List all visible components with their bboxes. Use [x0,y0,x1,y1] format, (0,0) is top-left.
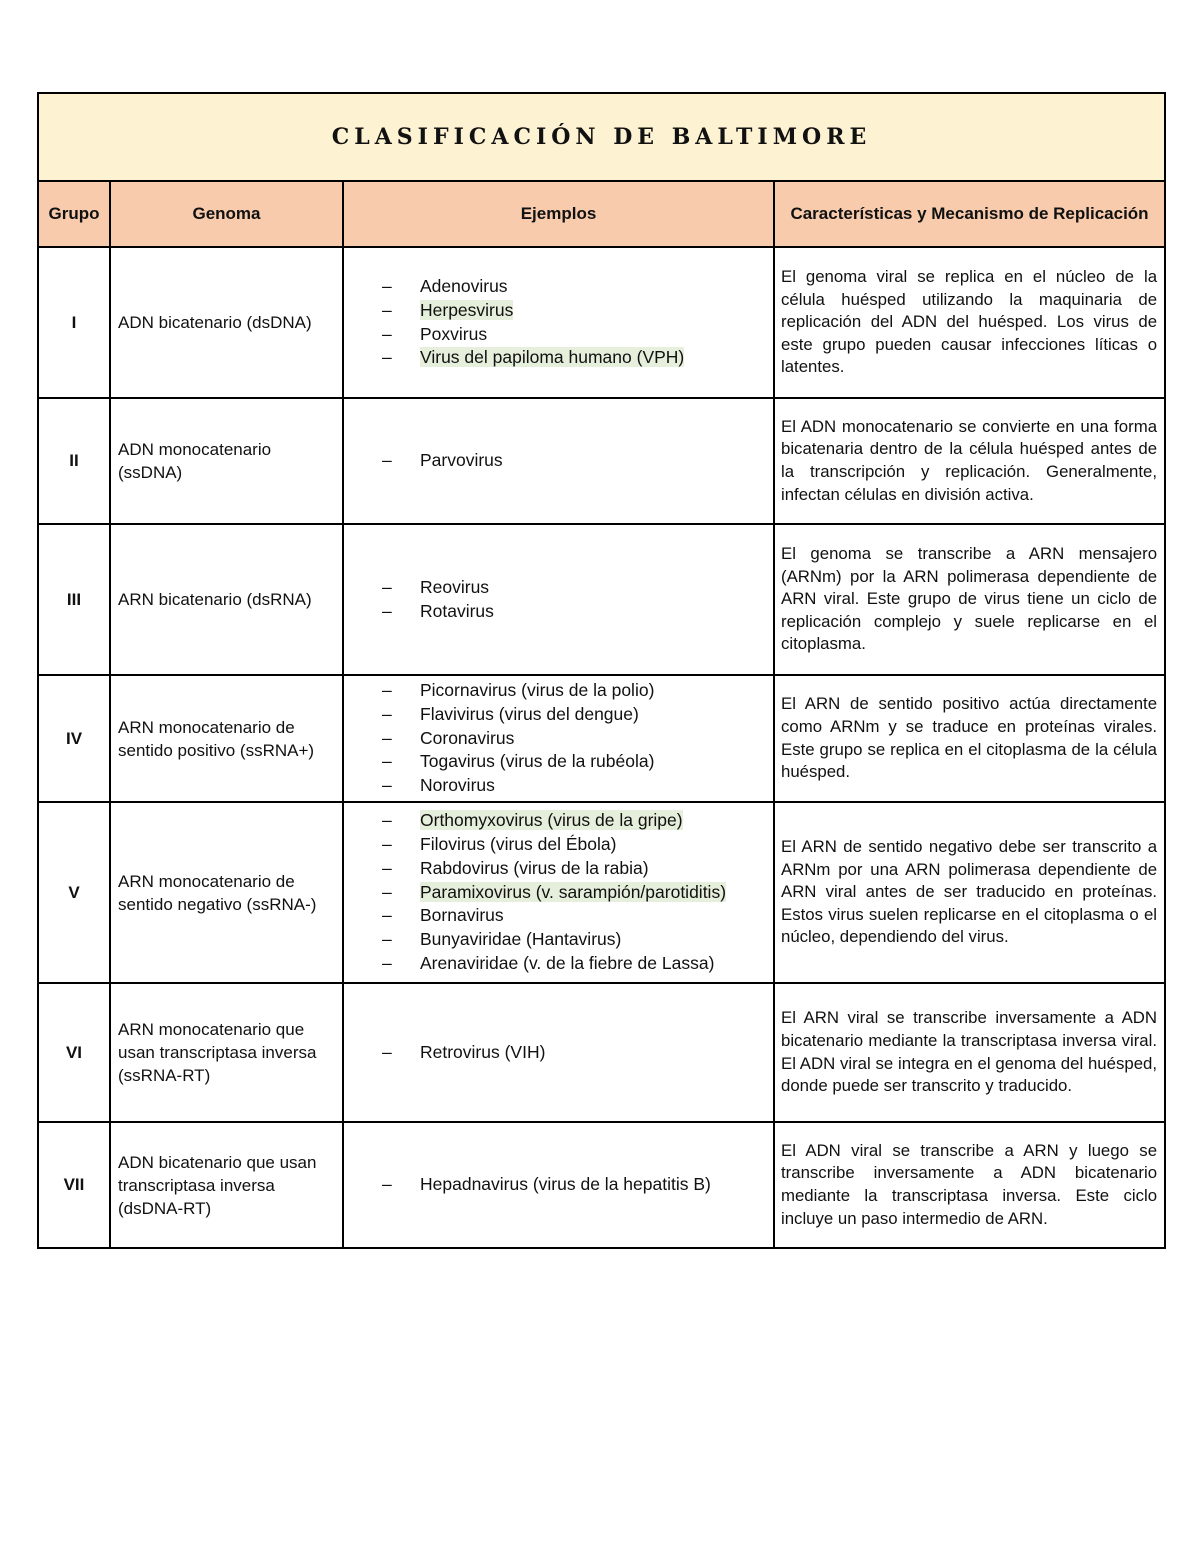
list-item [382,346,773,370]
table-body [38,247,1165,1248]
ejemplo-text: Herpesvirus [420,299,514,320]
dash-bullet: – [382,929,392,950]
descripcion-cell: El ADN monocatenario se convierte en una forma bicatenaria dentro de la célula huésped antes de la transcripción y replicación. Generalmente, infectan células en división activa. [774,398,1165,524]
dash-bullet: – [382,1174,392,1195]
dash-bullet: – [382,905,392,926]
list-item [382,750,773,774]
ejemplos-list [344,1041,773,1065]
list-item [382,299,773,323]
descripcion-cell: El genoma viral se replica en el núcleo de la célula huésped utilizando la maquinaria de replicación del ADN del huésped. Los virus de este grupo pueden causar infecciones líticas o latentes. [774,247,1165,398]
list-item [382,727,773,751]
ejemplos-cell [343,398,774,524]
ejemplo-text: Paramixovirus (v. sarampión/parotiditis) [420,881,727,902]
list-item [382,774,773,798]
list-item [382,323,773,347]
grupo-cell: I [38,247,110,398]
dash-bullet: – [382,680,392,700]
ejemplo-text: Adenovirus [420,275,508,296]
ejemplos-list [344,576,773,624]
list-item [382,809,773,833]
list-item [382,904,773,928]
descripcion-cell: El ARN de sentido negativo debe ser transcrito a ARNm por una ARN polimerasa dependiente de ARN viral antes de ser traducido en proteínas. Estos virus suelen replicarse en el citoplasma o el núcleo, dependiendo del virus. [774,802,1165,983]
dash-bullet: – [382,275,392,296]
descripcion-cell: El ARN de sentido positivo actúa directamente como ARNm y se traduce en proteínas virales. Este grupo se replica en el citoplasma de la célula huésped. [774,675,1165,802]
ejemplo-text: Coronavirus [420,727,515,748]
ejemplo-text: Rabdovirus (virus de la rabia) [420,857,649,878]
ejemplo-text: Retrovirus (VIH) [420,1041,546,1062]
list-item [382,600,773,624]
genoma-cell: ARN bicatenario (dsRNA) [110,524,343,675]
ejemplo-text: Filovirus (virus del Ébola) [420,834,617,854]
ejemplo-text: Virus del papiloma humano (VPH) [420,347,685,368]
grupo-cell: VI [38,983,110,1122]
list-item [382,833,773,857]
table-row [38,247,1165,398]
descripcion-cell: El ARN viral se transcribe inversamente a ADN bicatenario mediante la transcriptasa inversa viral. El ADN viral se integra en el genoma del huésped, donde puede ser transcrito y traducido. [774,983,1165,1122]
table-row [38,802,1165,983]
ejemplos-cell [343,802,774,983]
header-genoma: Genoma [110,181,343,247]
table-row [38,524,1165,675]
header-ejemplos: Ejemplos [343,181,774,247]
genoma-cell: ADN bicatenario (dsDNA) [110,247,343,398]
ejemplo-text: Flavivirus (virus del dengue) [420,703,639,724]
ejemplos-list [344,809,773,976]
list-item [382,275,773,299]
ejemplos-cell [343,1122,774,1248]
dash-bullet: – [382,347,392,368]
descripcion-cell: El genoma se transcribe a ARN mensajero (ARNm) por la ARN polimerasa dependiente de ARN viral. Este grupo de virus tiene un ciclo de replicación complejo y suele replicarse en el citoplasma. [774,524,1165,675]
list-item [382,952,773,976]
list-item [382,881,773,905]
list-item [382,703,773,727]
genoma-cell: ARN monocatenario que usan transcriptasa inversa (ssRNA-RT) [110,983,343,1122]
baltimore-table [37,92,1166,1249]
list-item [382,1173,773,1197]
ejemplo-text: Bornavirus [420,905,504,926]
dash-bullet: – [382,703,392,724]
grupo-cell: II [38,398,110,524]
ejemplos-list [344,275,773,370]
dash-bullet: – [382,834,392,854]
dash-bullet: – [382,323,392,344]
title-row [38,93,1165,181]
ejemplos-list [344,679,773,798]
dash-bullet: – [382,1041,392,1062]
header-caracteristicas: Características y Mecanismo de Replicación [774,181,1165,247]
ejemplo-text: Orthomyxovirus (virus de la gripe) [420,810,683,831]
dash-bullet: – [382,600,392,621]
list-item [382,857,773,881]
grupo-cell: IV [38,675,110,802]
list-item [382,679,773,703]
genoma-cell: ARN monocatenario de sentido positivo (ssRNA+) [110,675,343,802]
list-item [382,1041,773,1065]
ejemplo-text: Rotavirus [420,600,494,621]
list-item [382,576,773,600]
ejemplo-text: Reovirus [420,576,490,597]
ejemplos-list [344,1173,773,1197]
list-item [382,928,773,952]
ejemplo-text: Poxvirus [420,323,488,344]
table-row [38,398,1165,524]
ejemplo-text: Hepadnavirus (virus de la hepatitis B) [420,1174,711,1195]
table-title: CLASIFICACIÓN DE BALTIMORE [38,93,1165,181]
header-row [38,181,1165,247]
dash-bullet: – [382,727,392,748]
table-row [38,983,1165,1122]
ejemplo-text: Bunyaviridae (Hantavirus) [420,929,622,950]
dash-bullet: – [382,857,392,878]
table-row [38,1122,1165,1248]
table-row [38,675,1165,802]
grupo-cell: V [38,802,110,983]
list-item [382,449,773,473]
grupo-cell: III [38,524,110,675]
dash-bullet: – [382,952,392,973]
header-grupo: Grupo [38,181,110,247]
dash-bullet: – [382,299,392,320]
dash-bullet: – [382,775,392,796]
ejemplos-list [344,449,773,473]
dash-bullet: – [382,881,392,902]
ejemplo-text: Togavirus (virus de la rubéola) [420,751,655,772]
ejemplos-cell [343,983,774,1122]
ejemplo-text: Parvovirus [420,450,503,471]
grupo-cell: VII [38,1122,110,1248]
ejemplos-cell [343,247,774,398]
ejemplo-text: Arenaviridae (v. de la fiebre de Lassa) [420,952,715,973]
ejemplos-cell [343,524,774,675]
descripcion-cell: El ADN viral se transcribe a ARN y luego se transcribe inversamente a ADN bicatenario mediante la transcriptasa inversa. Este ciclo incluye un paso intermedio de ARN. [774,1122,1165,1248]
dash-bullet: – [382,450,392,471]
genoma-cell: ADN bicatenario que usan transcriptasa inversa (dsDNA-RT) [110,1122,343,1248]
ejemplos-cell [343,675,774,802]
genoma-cell: ARN monocatenario de sentido negativo (ssRNA-) [110,802,343,983]
dash-bullet: – [382,810,392,831]
genoma-cell: ADN monocatenario (ssDNA) [110,398,343,524]
ejemplo-text: Norovirus [420,775,495,796]
ejemplo-text: Picornavirus (virus de la polio) [420,680,655,700]
dash-bullet: – [382,576,392,597]
dash-bullet: – [382,751,392,772]
